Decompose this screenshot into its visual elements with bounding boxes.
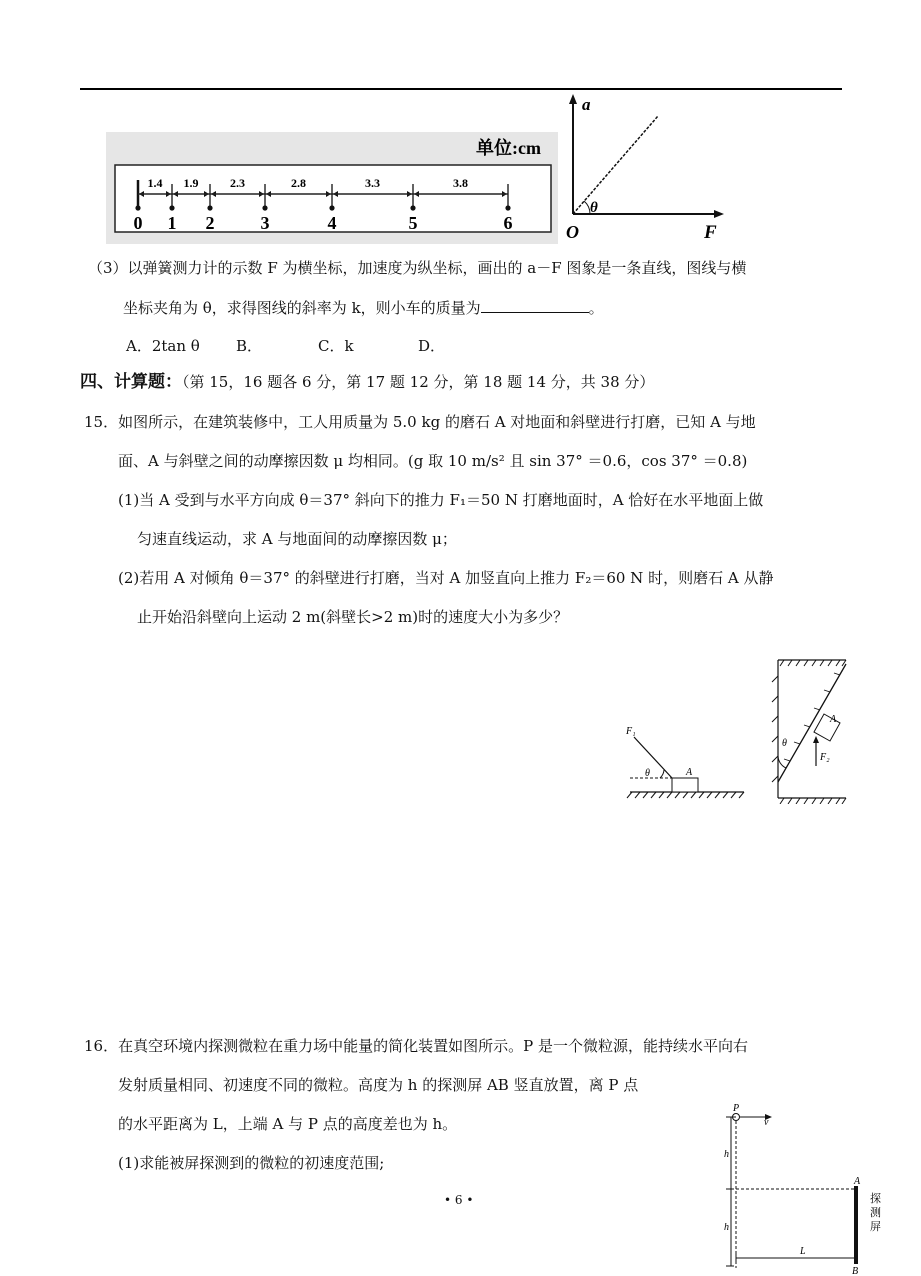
q15-part1-line2: 匀速直线运动，求 A 与地面间的动摩擦因数 μ； <box>137 530 457 548</box>
q16-figure <box>712 1098 888 1274</box>
graph-y-label: a <box>582 95 591 114</box>
tape-dot-4 <box>329 205 334 210</box>
tape-point-label-3: 3 <box>260 213 270 233</box>
q15-figure-wall <box>770 656 850 804</box>
unit-label: 单位:cm <box>476 138 541 158</box>
graph-angle: θ <box>590 200 598 216</box>
section-4-header: 四、计算题：（第 15，16 题各 6 分，第 17 题 12 分，第 18 题 14 分，共 38 分） <box>80 372 655 392</box>
q3-line2: 坐标夹角为 θ，求得图线的斜率为 k，则小车的质量为 。 <box>123 299 604 317</box>
q15-fig2-angle: θ <box>782 738 787 749</box>
top-rule <box>80 88 842 90</box>
q15-fig1-block: A <box>686 767 693 778</box>
tape-dot-3 <box>262 205 267 210</box>
q15-part1-line1: (1)当 A 受到与水平方向成 θ＝37° 斜向下的推力 F₁＝50 N 打磨地面时，A 恰好在水平地面上做 <box>118 491 764 509</box>
q16-line3: 的水平距离为 L，上端 A 与 P 点的高度差也为 h。 <box>118 1115 458 1133</box>
q16-fig-h2: h <box>724 1222 729 1233</box>
tape-point-label-6: 6 <box>503 213 513 233</box>
option-b: B． <box>236 337 263 355</box>
graph-origin: O <box>566 222 579 242</box>
q16-fig-A: A <box>854 1176 861 1187</box>
q15-part2-line1: (2)若用 A 对倾角 θ＝37° 的斜壁进行打磨，当对 A 加竖直向上推力 F₂＝60 N 时，则磨石 A 从静 <box>118 569 774 587</box>
q15-line2: 面、A 与斜壁之间的动摩擦因数 μ 均相同。(g 取 10 m/s² 且 sin 37° ＝0.6，cos 37° ＝0.8) <box>118 452 748 470</box>
option-a: A．2tan θ <box>126 337 200 355</box>
tape-point-label-0: 0 <box>133 213 143 233</box>
q16-part1: (1)求能被屏探测到的微粒的初速度范围; <box>118 1154 385 1172</box>
q15-fig1-force: F₁ <box>626 726 636 737</box>
tape-segment-label-4: 3.3 <box>365 176 380 190</box>
q15-fig2-force: F₂ <box>820 752 830 763</box>
q3-options <box>126 336 445 356</box>
q16-line2: 发射质量相同、初速度不同的微粒。高度为 h 的探测屏 AB 竖直放置，离 P 点 <box>118 1076 639 1094</box>
a-f-graph <box>560 92 730 242</box>
q15-fig2-block: A <box>830 714 837 725</box>
q16-fig-h1: h <box>724 1149 729 1160</box>
graph-x-label: F <box>704 222 717 242</box>
tape-point-label-4: 4 <box>327 213 337 233</box>
tape-dot-5 <box>410 205 415 210</box>
answer-blank[interactable] <box>481 298 589 313</box>
tape-dot-6 <box>505 205 510 210</box>
tape-dot-0 <box>135 205 140 210</box>
tape-segment-label-2: 2.3 <box>230 176 245 190</box>
tape-segment-label-3: 2.8 <box>291 176 306 190</box>
tape-point-label-5: 5 <box>408 213 418 233</box>
tape-dot-1 <box>169 205 174 210</box>
tape-figure <box>106 132 558 244</box>
q16-fig-screen-label: 探测屏 <box>870 1193 881 1233</box>
tape-segment-label-5: 3.8 <box>453 176 468 190</box>
q15-fig1-angle: θ <box>645 768 650 779</box>
tape-segment-label-0: 1.4 <box>147 176 163 190</box>
q3-line1: （3）以弹簧测力计的示数 F 为横坐标，加速度为纵坐标，画出的 a－F 图象是一条直线，图线与横 <box>88 259 747 277</box>
q15-part2-line2: 止开始沿斜壁向上运动 2 m(斜壁长>2 m)时的速度大小为多少？ <box>137 608 569 626</box>
q16-fig-L: L <box>800 1246 806 1257</box>
tape-point-label-2: 2 <box>205 213 215 233</box>
page-number: • 6 • <box>444 1193 474 1207</box>
option-d: D． <box>418 337 446 355</box>
q15-line1: 15．如图所示，在建筑装修中，工人用质量为 5.0 kg 的磨石 A 对地面和斜壁进行打磨，已知 A 与地 <box>84 413 756 431</box>
q16-fig-v: v <box>764 1117 769 1128</box>
option-c: C．k <box>318 337 354 355</box>
tape-point-label-1: 1 <box>167 213 177 233</box>
q16-line1: 16．在真空环境内探测微粒在重力场中能量的简化装置如图所示。P 是一个微粒源，能持续水平向右 <box>84 1037 748 1055</box>
q16-fig-P: P <box>733 1103 740 1114</box>
tape-segment-label-1: 1.9 <box>183 176 199 190</box>
tape-dot-2 <box>207 205 212 210</box>
q15-figure-floor <box>620 720 750 804</box>
q16-fig-B: B <box>852 1266 859 1274</box>
